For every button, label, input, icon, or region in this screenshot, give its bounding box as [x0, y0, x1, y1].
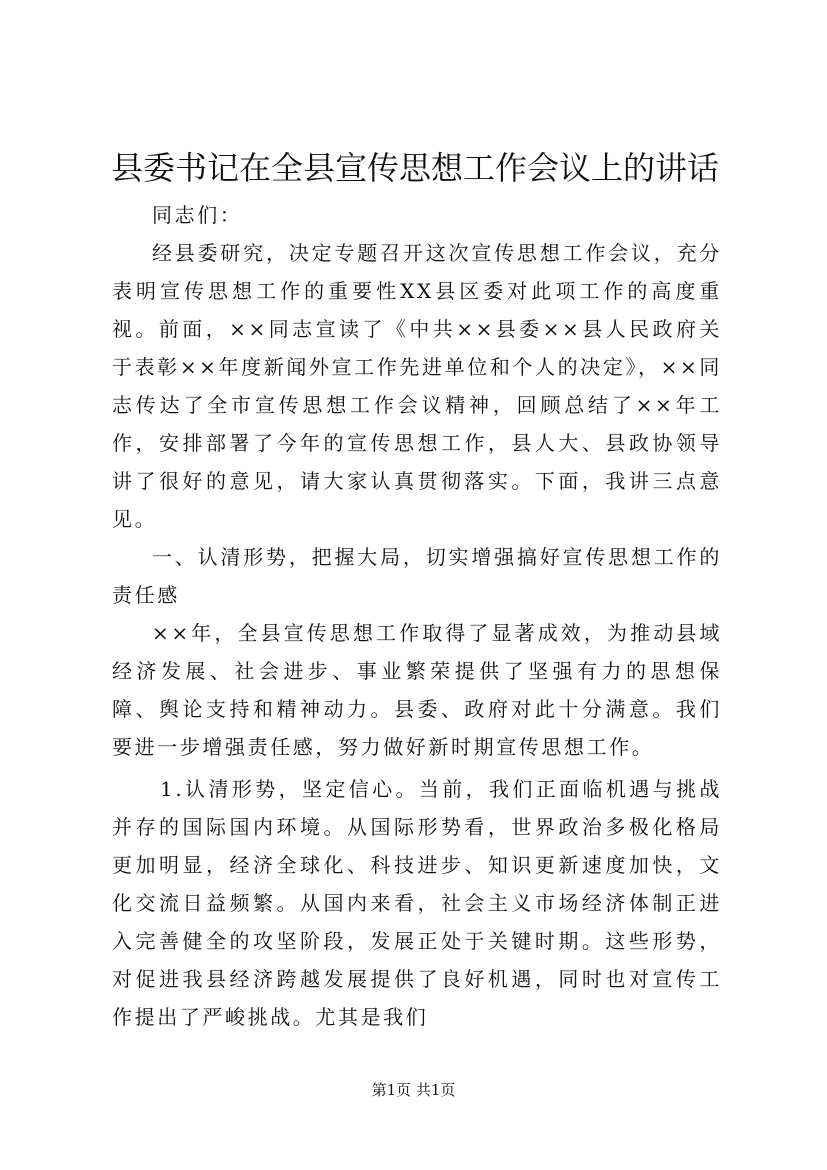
- salutation: 同志们：: [152, 203, 243, 227]
- paragraph-situation: 1.认清形势，坚定信心。当前，我们正面临机遇与挑战并存的国际国内环境。从国际形势看，世界政治多极化格局更加明显，经济全球化、科技进步、知识更新速度加快，文化交流日益频繁。从国内来看，社会主义市场经济体制正进入完善健全的攻坚阶段，发展正处于关键时期。这些形势，对促进我县经济跨越发展提供了良好机遇，同时也对宣传工作提出了严峻挑战。尤其是我们: [112, 777, 722, 1029]
- paragraph-achievements: ××年，全县宣传思想工作取得了显著成效，为推动县域经济发展、社会进步、事业繁荣提供了坚强有力的思想保障、舆论支持和精神动力。县委、政府对此十分满意。我们要进一步增强责任感，努力做好新时期宣传思想工作。: [112, 621, 722, 759]
- paragraph-intro: 经县委研究，决定专题召开这次宣传思想工作会议，充分表明宣传思想工作的重要性XX县区委对此项工作的高度重视。前面，××同志宣读了《中共××县委××县人民政府关于表彰××年度新闻外宣工作先进单位和个人的决定》，××同志传达了全市宣传思想工作会议精神，回顾总结了××年工作，安排部署了今年的宣传思想工作，县人大、县政协领导讲了很好的意见，请大家认真贯彻落实。下面，我讲三点意见。: [112, 241, 722, 531]
- document-title: 县委书记在全县宣传思想工作会议上的讲话: [110, 149, 719, 187]
- document-body: [112, 196, 722, 1036]
- page-footer: 第1页 共1页: [371, 1081, 456, 1099]
- section-heading-1: 一、认清形势，把握大局，切实增强搞好宣传思想工作的责任感: [112, 545, 722, 607]
